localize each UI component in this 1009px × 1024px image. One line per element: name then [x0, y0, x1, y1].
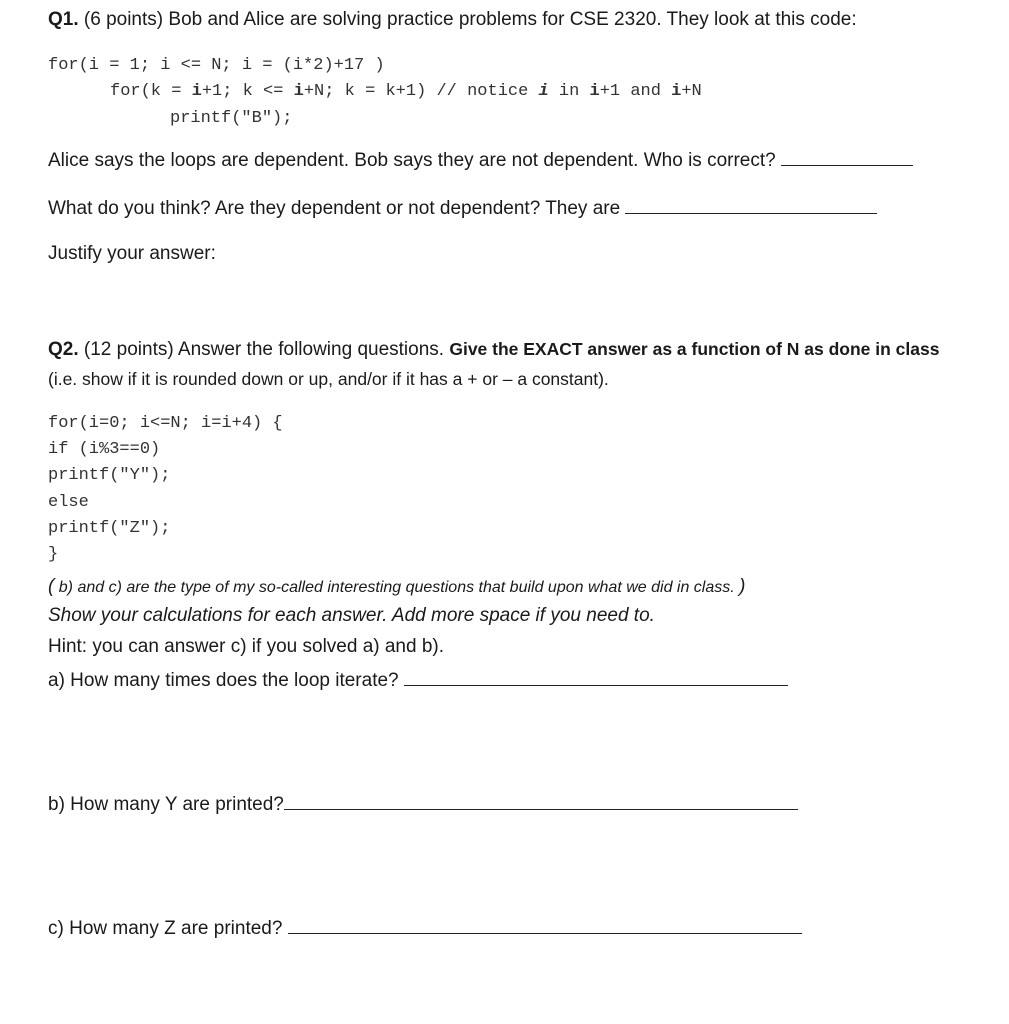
q2-code-line-2: if (i%3==0)	[48, 440, 161, 459]
q1-answer-blank-1[interactable]	[781, 147, 913, 166]
q2-header	[48, 339, 939, 361]
q2-code-line-6: }	[48, 545, 59, 564]
q2-label: Q2.	[48, 339, 79, 360]
q1-label: Q1.	[48, 9, 79, 30]
q2-question-c: c) How many Z are printed?	[48, 915, 802, 940]
q2-code-line-1: for(i=0; i<=N; i=i+4) {	[48, 414, 283, 433]
q2-instruction-cont: (i.e. show if it is rounded down or up, and/or if it has a + or – a constant).	[48, 369, 609, 389]
q1-question-2: What do you think? Are they dependent or not dependent? They are	[48, 195, 877, 220]
q2-question-b: b) How many Y are printed?	[48, 791, 798, 816]
q1-code-line-2: for(k = i+1; k <= i+N; k = k+1) // notice i in i+1 and i+N	[110, 82, 702, 101]
q1-header	[48, 9, 857, 31]
q2-hint: Hint: you can answer c) if you solved a) and b).	[48, 636, 445, 657]
q2-code-line-4: else	[48, 493, 89, 512]
q1-question-1: Alice says the loops are dependent. Bob says they are not dependent. Who is correct?	[48, 147, 913, 172]
q2-answer-blank-c[interactable]	[288, 915, 802, 934]
q2-code-line-5: printf("Z");	[48, 519, 171, 538]
q2-bold-instruction: Give the EXACT answer as a function of N as done in class	[449, 339, 940, 359]
q2-points: (12 points) Answer the following questions.	[83, 339, 445, 360]
q2-show-calc: Show your calculations for each answer. Add more space if you need to.	[48, 605, 655, 626]
q1-code-line-1: for(i = 1; i <= N; i = (i*2)+17 )	[48, 56, 385, 75]
q1-code-line-3: printf("B");	[170, 109, 293, 128]
q2-answer-blank-b[interactable]	[284, 791, 798, 810]
q2-question-a: a) How many times does the loop iterate?	[48, 667, 788, 692]
q2-code-line-3: printf("Y");	[48, 466, 171, 485]
q1-points: (6 points)	[83, 9, 164, 30]
q1-answer-blank-2[interactable]	[625, 195, 877, 214]
q1-justify: Justify your answer:	[48, 243, 216, 264]
q2-answer-blank-a[interactable]	[404, 667, 788, 686]
q2-note: ( b) and c) are the type of my so-called interesting questions that build upon what we did in class. )	[48, 576, 746, 597]
q1-intro: Bob and Alice are solving practice problems for CSE 2320. They look at this code:	[168, 9, 857, 30]
